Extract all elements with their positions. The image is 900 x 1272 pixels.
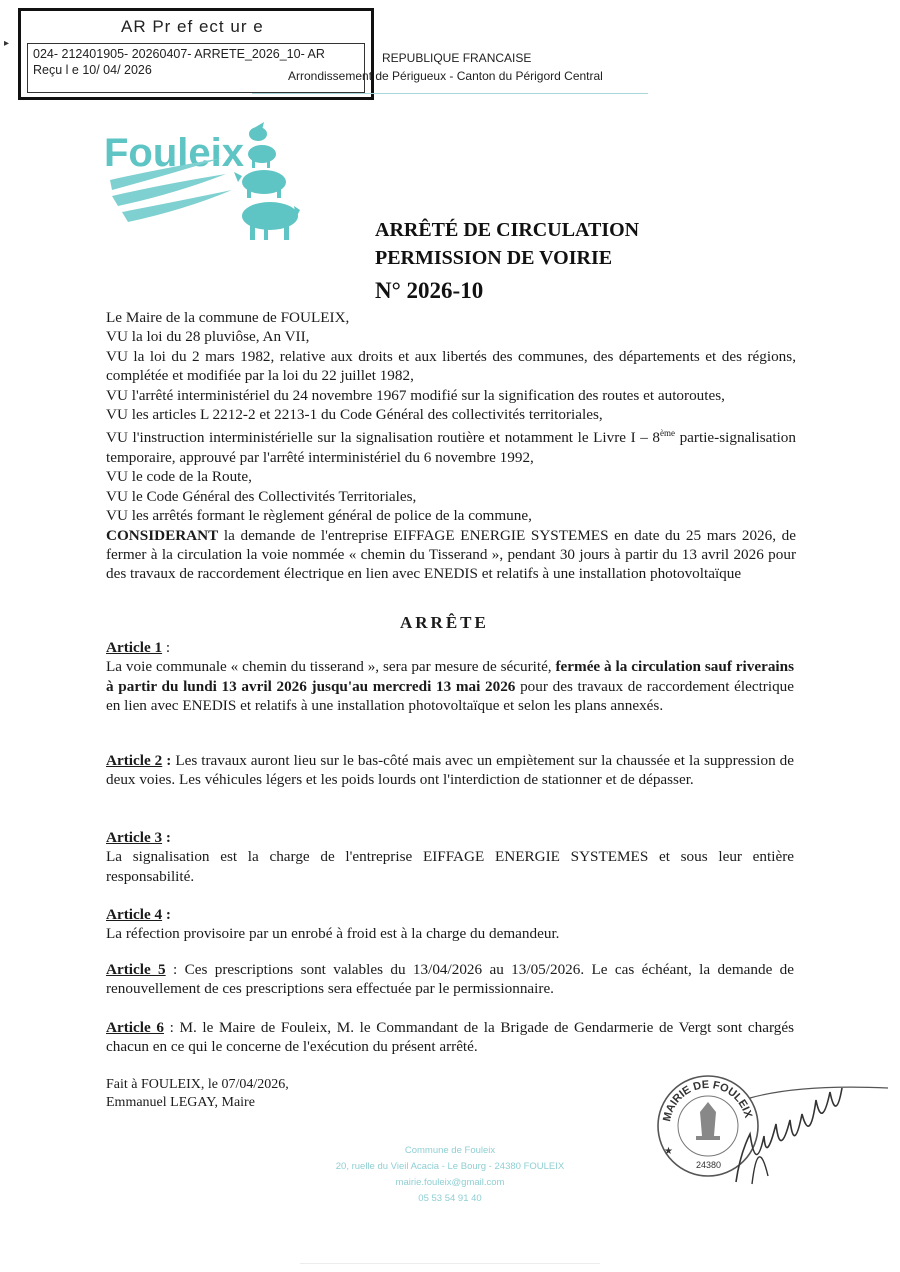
article-5: Article 5 : Ces prescriptions sont valables du 13/04/2026 au 13/05/2026. Le cas échéant, la demande de renouvellement de ces prescriptions sera effectuée par le permissionnaire. — [106, 961, 795, 998]
article-label: Article 5 — [106, 961, 166, 978]
preamble-line: VU l'instruction interministérielle sur la signalisation routière et notamment le Livre I – 8ème partie-signalisation temporaire, approuvé par l'arrêté interministériel du 6 novembre 1992, — [106, 428, 796, 466]
article-2: Article 2 : Les travaux auront lieu sur le bas-côté mais avec un empiètement sur la chaussée et la suppression de deux voies. Les véhicules légers et les poids lourds ont l'interdiction de stationner et de dépasser. — [106, 752, 794, 789]
seal-star-icon: ★ — [664, 1146, 673, 1157]
arrete-heading: ARRÊTE — [400, 613, 489, 632]
article-label: Article 1 — [106, 639, 163, 656]
considerant: CONSIDERANT la demande de l'entreprise EIFFAGE ENERGIE SYSTEMES en date du 25 mars 2026, de fermer à la circulation la voie nommée « chemin du Tisserand », pendant 30 jours à partir du 13 avril 2026 pour des travaux de raccordement électrique en lien avec ENEDIS et relatifs à une installation photovoltaïque — [106, 526, 796, 583]
footer-phone: 05 53 54 91 40 — [418, 1193, 482, 1204]
fouleix-logo — [104, 120, 304, 242]
document-title: ARRÊTÉ DE CIRCULATION — [375, 219, 640, 241]
logo-wordmark: Fouleix — [104, 131, 245, 175]
preamble-line: VU l'arrêté interministériel du 24 novembre 1967 modifié sur la signification des routes et autoroutes, — [106, 386, 725, 404]
stamp-reference: 024- 212401905- 20260407- ARRETE_2026_10- AR — [33, 47, 325, 61]
arrondissement-label: Arrondissement de Périgueux - Canton du Périgord Central — [288, 69, 603, 83]
header-divider — [252, 93, 648, 94]
article-6: Article 6 : M. le Maire de Fouleix, M. le Commandant de la Brigade de Gendarmerie de Vergt sont chargés chacun en ce qui le concerne de l'exécution du présent arrêté. — [106, 1019, 795, 1056]
stamp-inner-box — [27, 43, 365, 93]
article-label: Article 4 — [106, 906, 163, 923]
article-label: Article 2 — [106, 752, 163, 769]
preamble-line: VU la loi du 2 mars 1982, relative aux droits et aux libertés des communes, des départements et des régions, complétée et modifiée par la loi du 22 juillet 1982, — [106, 347, 796, 385]
document-number: N° 2026-10 — [375, 278, 484, 303]
article-4: Article 4 : La réfection provisoire par un enrobé à froid est à la charge du demandeur. — [106, 906, 560, 943]
preamble-line: VU les arrêtés formant le règlement général de police de la commune, — [106, 507, 532, 525]
preamble-line: VU le code de la Route, — [106, 468, 252, 486]
stamp-title: AR Pr ef ect ur e — [121, 17, 264, 36]
footer — [300, 1143, 600, 1207]
footer-address: 20, ruelle du Vieil Acacia - Le Bourg - 24380 FOULEIX — [335, 1161, 565, 1172]
bottom-divider — [300, 1263, 600, 1264]
preamble-line: VU la loi du 28 pluviôse, An VII, — [106, 328, 310, 346]
article-label: Article 3 — [106, 829, 163, 846]
preamble — [106, 308, 796, 584]
signer-name: Emmanuel LEGAY, Maire — [106, 1095, 255, 1110]
republic-label: REPUBLIQUE FRANCAISE — [382, 51, 532, 65]
article-3: Article 3 : La signalisation est la charge de l'entreprise EIFFAGE ENERGIE SYSTEMES et sous leur entière responsabilité. — [106, 829, 794, 885]
seal-postcode: 24380 — [696, 1160, 722, 1170]
margin-mark: ▸ — [4, 38, 10, 49]
footer-commune: Commune de Fouleix — [404, 1145, 496, 1156]
signature-block — [106, 1076, 289, 1112]
preamble-line: VU les articles L 2212-2 et 2213-1 du Code Général des collectivités territoriales, — [106, 406, 603, 424]
article-label: Article 6 — [106, 1019, 164, 1036]
signature-swash — [750, 1087, 888, 1098]
prefecture-stamp — [18, 8, 374, 100]
preamble-line: Le Maire de la commune de FOULEIX, — [106, 309, 350, 326]
seal-text: MAIRIE DE FOULEIX — [661, 1078, 755, 1123]
place-date: Fait à FOULEIX, le 07/04/2026, — [106, 1077, 289, 1092]
footer-email: mairie.fouleix@gmail.com — [395, 1177, 505, 1188]
document-subtitle: PERMISSION DE VOIRIE — [375, 247, 613, 269]
seal-emblem-icon — [696, 1102, 720, 1140]
stamp-received-date: Reçu l e 10/ 04/ 2026 — [33, 63, 152, 77]
article-1: Article 1 : La voie communale « chemin du tisserand », sera par mesure de sécurité, fermée à la circulation sauf riverains à partir du lundi 13 avril 2026 jusqu'au mercredi 13 mai 2026 pour des travaux de raccordement électrique en lien avec ENEDIS et relatifs à une installation photovoltaïque et selon les plans annexés. — [106, 639, 794, 715]
preamble-line: VU le Code Général des Collectivités Territoriales, — [106, 487, 417, 505]
mayor-seal-and-signature — [640, 1064, 890, 1194]
